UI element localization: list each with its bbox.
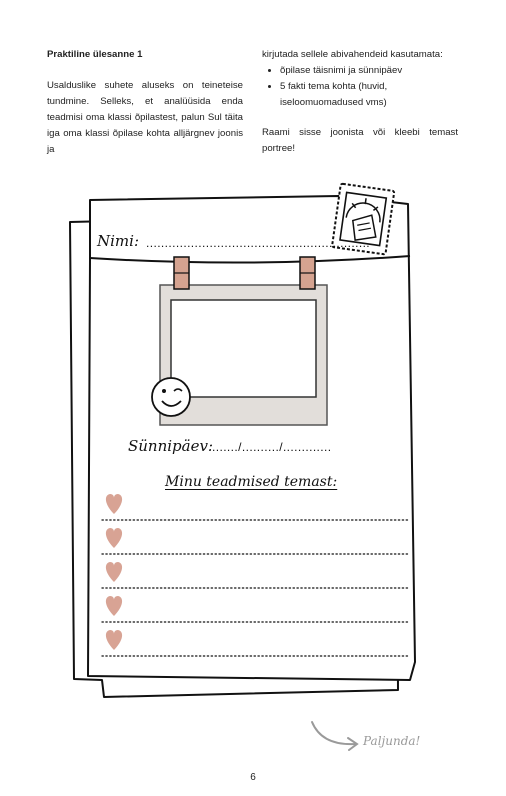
copy-note: Paljunda! [363,734,421,748]
page-number: 6 [250,772,256,783]
winking-smiley-icon [152,378,190,416]
bullet-item: • 5 fakti tema kohta (huvid, iseloomuomadused vms) [280,79,458,111]
curved-arrow-icon [312,722,357,750]
name-label: Nimi: [97,232,139,250]
task-intro: Usalduslike suhete aluseks on teineteise tundmine. Selleks, et analüüsida enda teadmisi oma klassi õpilastest, palun Sul täita iga oma klassi õpilase kohta alljärgnev joonis ja [47,80,243,155]
birthday-label: Sünnipäev: [128,437,214,455]
portrait-area [171,300,316,397]
frame-note: Raami sisse joonista või kleebi temast portree! [262,127,458,154]
facts-heading: Minu teadmised temast: [165,474,338,490]
bullet-item: • õpilase täisnimi ja sünnipäev [280,63,458,79]
birthday-field[interactable]: ......./........../............. [212,440,332,454]
name-field[interactable]: ............................................................ [146,236,371,250]
task-title: Praktiline ülesanne 1 [47,49,143,60]
task-continued: kirjutada sellele abivahendeid kasutamata: [262,49,443,60]
